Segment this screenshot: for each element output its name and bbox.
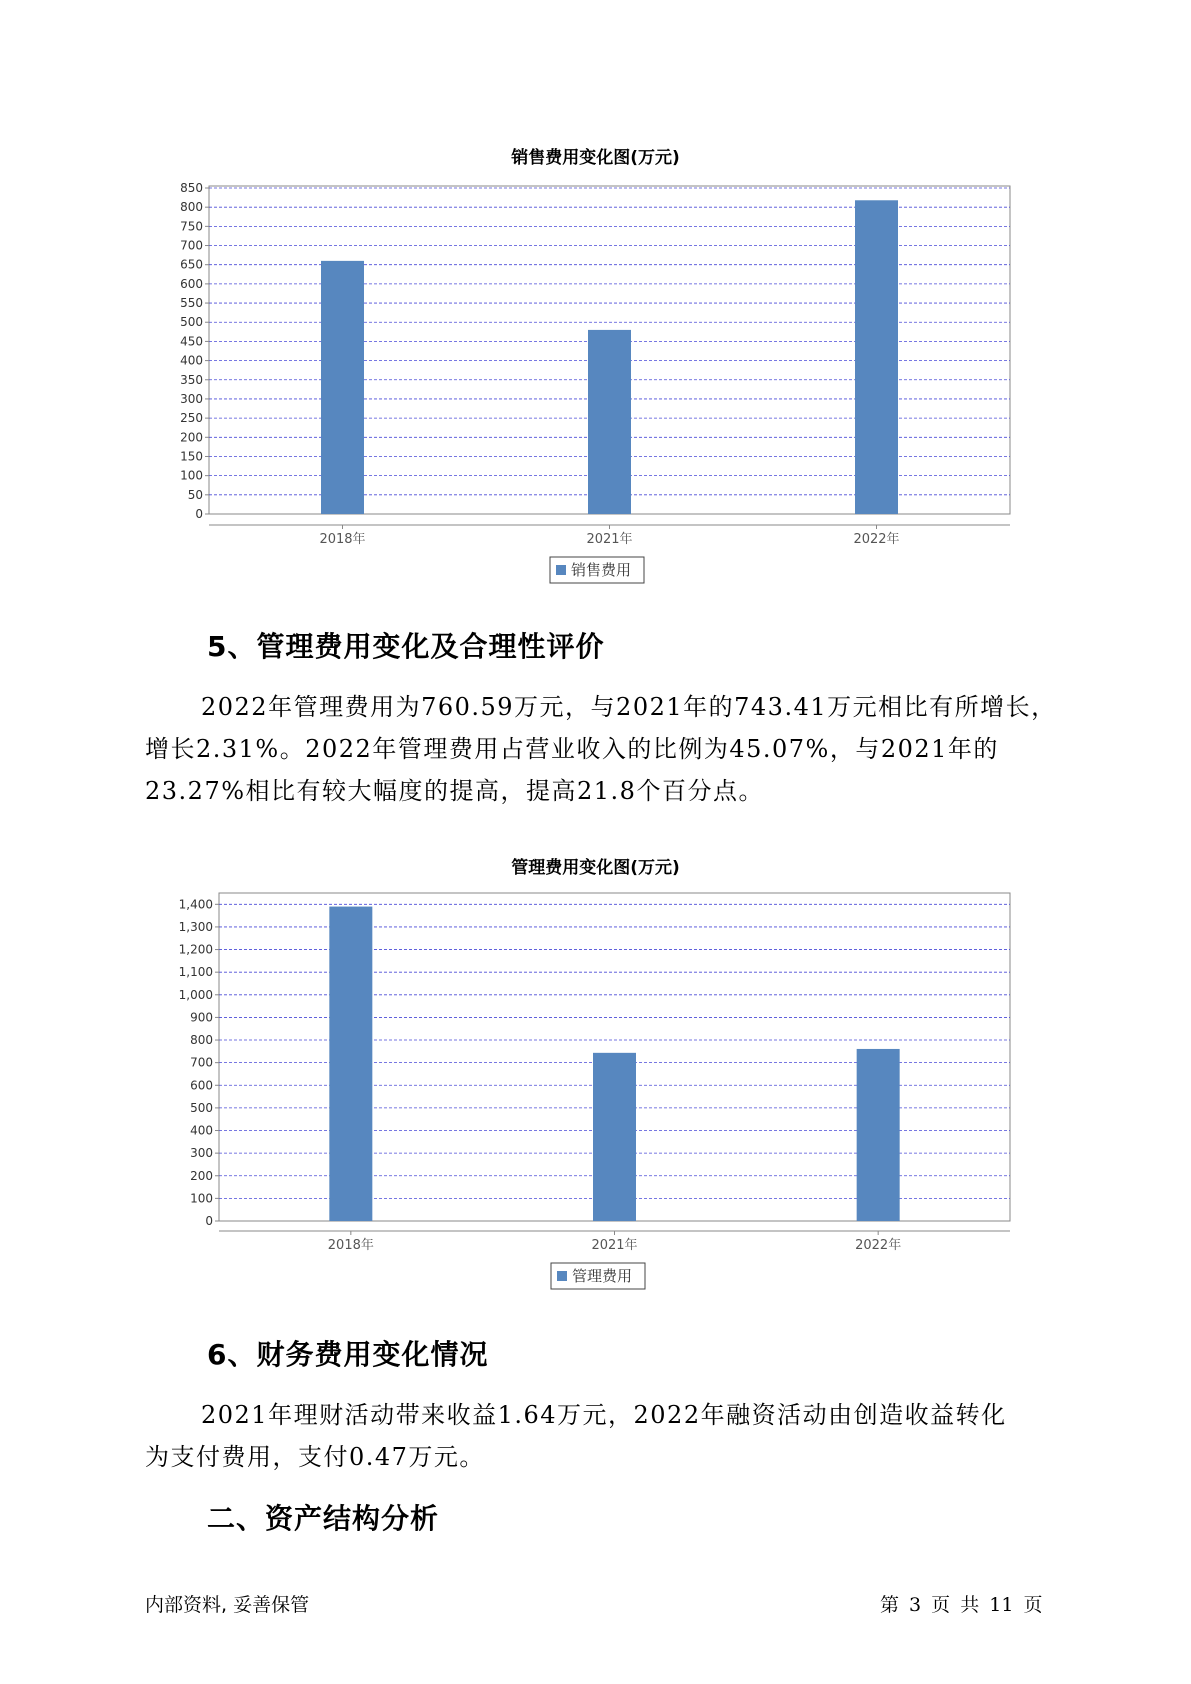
- x-tick-label: 2021年: [591, 1238, 638, 1253]
- x-tick-label: 2021年: [586, 532, 633, 547]
- legend-label: 销售费用: [571, 561, 632, 579]
- y-tick-label: 1,000: [178, 987, 213, 1002]
- chart-title-admin: 管理费用变化图(万元): [511, 858, 680, 878]
- y-tick-label: 400: [180, 353, 203, 368]
- y-tick-label: 400: [190, 1123, 213, 1138]
- y-tick-label: 300: [180, 391, 203, 406]
- y-tick-label: 850: [180, 181, 203, 195]
- legend-label: 管理费用: [572, 1267, 633, 1285]
- section6-paragraph: [145, 1394, 1065, 1478]
- section6-line: 2021年理财活动带来收益1.64万元，2022年融资活动由创造收益转化: [201, 1401, 1007, 1429]
- x-tick-label: 2022年: [855, 1238, 902, 1253]
- y-tick-label: 350: [180, 372, 203, 387]
- bar-2022年: [857, 1049, 900, 1221]
- y-tick-label: 1,400: [178, 897, 213, 912]
- y-tick-label: 100: [190, 1191, 213, 1206]
- section5-heading: 5、管理费用变化及合理性评价: [207, 630, 605, 663]
- y-tick-label: 1,200: [178, 942, 213, 957]
- bar-2021年: [593, 1053, 636, 1221]
- y-tick-label: 1,300: [178, 919, 213, 934]
- y-tick-label: 0: [205, 1214, 213, 1228]
- y-tick-label: 500: [180, 315, 203, 330]
- y-tick-label: 600: [190, 1078, 213, 1093]
- y-tick-label: 100: [180, 468, 203, 483]
- y-tick-label: 450: [180, 334, 203, 349]
- section5-line: 2022年管理费用为760.59万元，与2021年的743.41万元相比有所增长，: [201, 693, 1057, 721]
- legend-swatch: [557, 1271, 567, 1281]
- bar-2018年: [329, 907, 372, 1221]
- y-tick-label: 650: [180, 257, 203, 272]
- y-tick-label: 550: [180, 296, 203, 311]
- y-tick-label: 700: [180, 238, 203, 253]
- y-tick-label: 200: [190, 1168, 213, 1183]
- section-ii-heading: 二、资产结构分析: [207, 1502, 440, 1535]
- y-tick-label: 50: [187, 487, 203, 502]
- x-tick-label: 2022年: [853, 532, 900, 547]
- y-tick-label: 900: [190, 1010, 213, 1025]
- footer-page-number: 第 3 页 共 11 页: [880, 1594, 1043, 1616]
- y-tick-label: 750: [180, 219, 203, 234]
- chart-title-sales: 销售费用变化图(万元): [511, 148, 680, 168]
- y-tick-label: 800: [180, 200, 203, 215]
- section6-heading: 6、财务费用变化情况: [207, 1338, 489, 1371]
- y-tick-label: 0: [195, 507, 203, 521]
- y-tick-label: 500: [190, 1100, 213, 1115]
- footer-confidential: 内部资料, 妥善保管: [145, 1594, 310, 1616]
- y-tick-label: 600: [180, 276, 203, 291]
- section5-line: 23.27%相比有较大幅度的提高，提高21.8个百分点。: [145, 777, 764, 805]
- section5-line: 增长2.31%。2022年管理费用占营业收入的比例为45.07%，与2021年的: [145, 735, 999, 763]
- y-tick-label: 300: [190, 1146, 213, 1161]
- x-tick-label: 2018年: [319, 532, 366, 547]
- y-tick-label: 150: [180, 449, 203, 464]
- x-tick-label: 2018年: [327, 1238, 374, 1253]
- y-tick-label: 700: [190, 1055, 213, 1070]
- y-tick-label: 800: [190, 1033, 213, 1048]
- y-tick-label: 200: [180, 430, 203, 445]
- y-tick-label: 1,100: [178, 965, 213, 980]
- section6-line: 为支付费用，支付0.47万元。: [145, 1443, 485, 1471]
- y-tick-label: 250: [180, 411, 203, 426]
